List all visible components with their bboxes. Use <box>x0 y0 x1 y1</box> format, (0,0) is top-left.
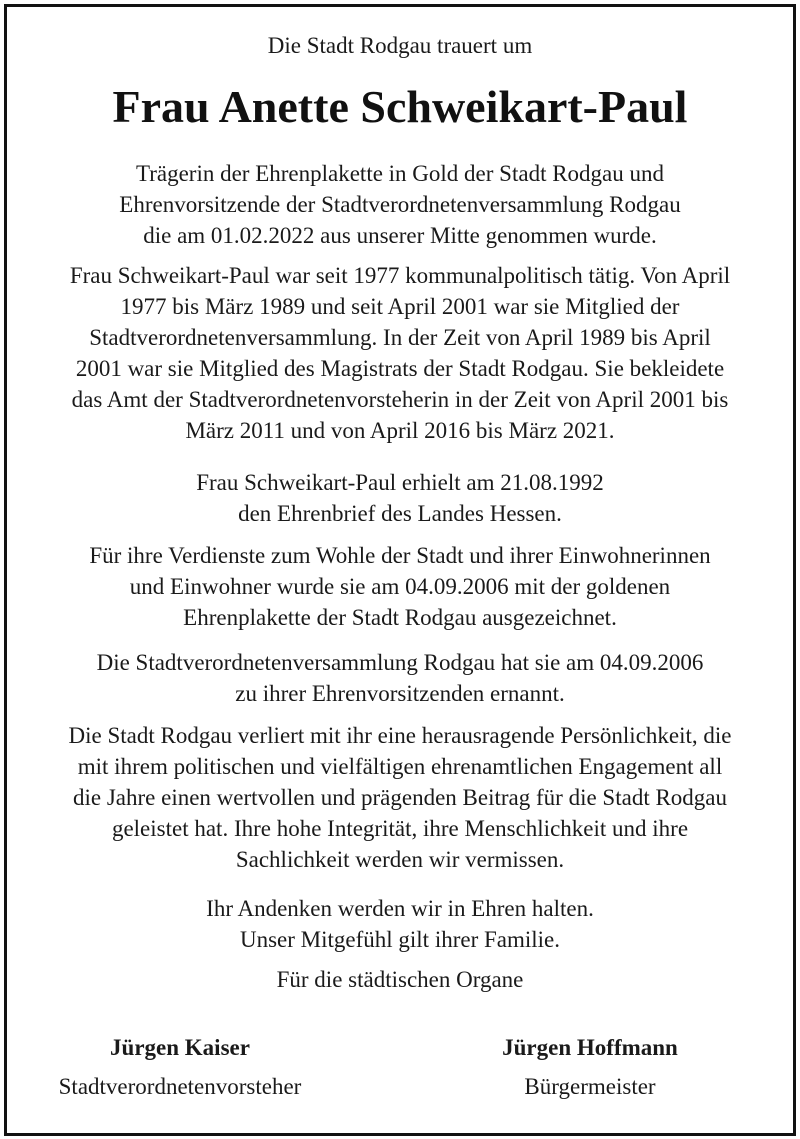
text-line: Stadtverordnetenversammlung. In der Zeit von April 1989 bis April <box>89 325 711 350</box>
text-line: zu ihrer Ehrenvorsitzenden ernannt. <box>235 681 565 706</box>
text-line: Ihr Andenken werden wir in Ehren halten. <box>206 896 594 921</box>
signatory-name: Jürgen Kaiser <box>110 1035 250 1060</box>
text-line: März 2011 und von April 2016 bis März 2021. <box>185 418 615 443</box>
text-line: Frau Schweikart-Paul erhielt am 21.08.1992 <box>196 470 604 495</box>
text-line: die Jahre einen wertvollen und prägenden Beitrag für die Stadt Rodgau <box>72 785 728 810</box>
paragraph-career <box>22 260 778 446</box>
text-line: das Amt der Stadtverordnetenvorsteherin in der Zeit von April 2001 bis <box>71 387 729 412</box>
paragraph-remembrance <box>22 893 778 955</box>
signatory-right <box>430 1032 750 1102</box>
text-line: 2001 war sie Mitglied des Magistrats der Stadt Rodgau. Sie bekleidete <box>75 356 725 381</box>
signatory-left <box>20 1032 340 1102</box>
paragraph-organs <box>22 964 778 995</box>
text-line: Die Stadt Rodgau verliert mit ihr eine herausragende Persönlichkeit, die <box>68 723 732 748</box>
text-line: Für die städtischen Organe <box>276 967 524 992</box>
text-line: 1977 bis März 1989 und seit April 2001 war sie Mitglied der <box>120 294 680 319</box>
paragraph-ehrenbrief <box>22 467 778 529</box>
paragraph-honors <box>22 158 778 251</box>
text-line: geleistet hat. Ihre hohe Integrität, ihre Menschlichkeit und ihre <box>111 816 689 841</box>
text-line: Ehrenvorsitzende der Stadtverordnetenversammlung Rodgau <box>119 192 681 217</box>
signatory-name: Jürgen Hoffmann <box>502 1035 678 1060</box>
text-line: Unser Mitgefühl gilt ihrer Familie. <box>239 927 561 952</box>
text-line: Sachlichkeit werden wir vermissen. <box>235 847 565 872</box>
paragraph-tribute <box>22 720 778 875</box>
text-line: die am 01.02.2022 aus unserer Mitte genommen wurde. <box>143 223 657 248</box>
signatory-role: Stadtverordnetenvorsteher <box>58 1074 302 1099</box>
text-line: Die Stadtverordnetenversammlung Rodgau hat sie am 04.09.2006 <box>96 650 704 675</box>
signatory-role: Bürgermeister <box>524 1074 656 1099</box>
text-line: Ehrenplakette der Stadt Rodgau ausgezeichnet. <box>183 605 617 630</box>
text-line: Frau Schweikart-Paul war seit 1977 kommunalpolitisch tätig. Von April <box>69 263 731 288</box>
text-line: den Ehrenbrief des Landes Hessen. <box>238 501 562 526</box>
deceased-name: Frau Anette Schweikart-Paul <box>112 81 688 132</box>
text-line: Trägerin der Ehrenplakette in Gold der Stadt Rodgau und <box>135 161 665 186</box>
paragraph-ehrenplakette <box>22 540 778 633</box>
text-line: und Einwohner wurde sie am 04.09.2006 mit der goldenen <box>129 574 671 599</box>
paragraph-ehrenvorsitz <box>22 647 778 709</box>
text-line: mit ihrem politischen und vielfältigen ehrenamtlichen Engagement all <box>77 754 723 779</box>
intro-line: Die Stadt Rodgau trauert um <box>267 33 533 58</box>
text-line: Für ihre Verdienste zum Wohle der Stadt und ihrer Einwohnerinnen <box>89 543 711 568</box>
